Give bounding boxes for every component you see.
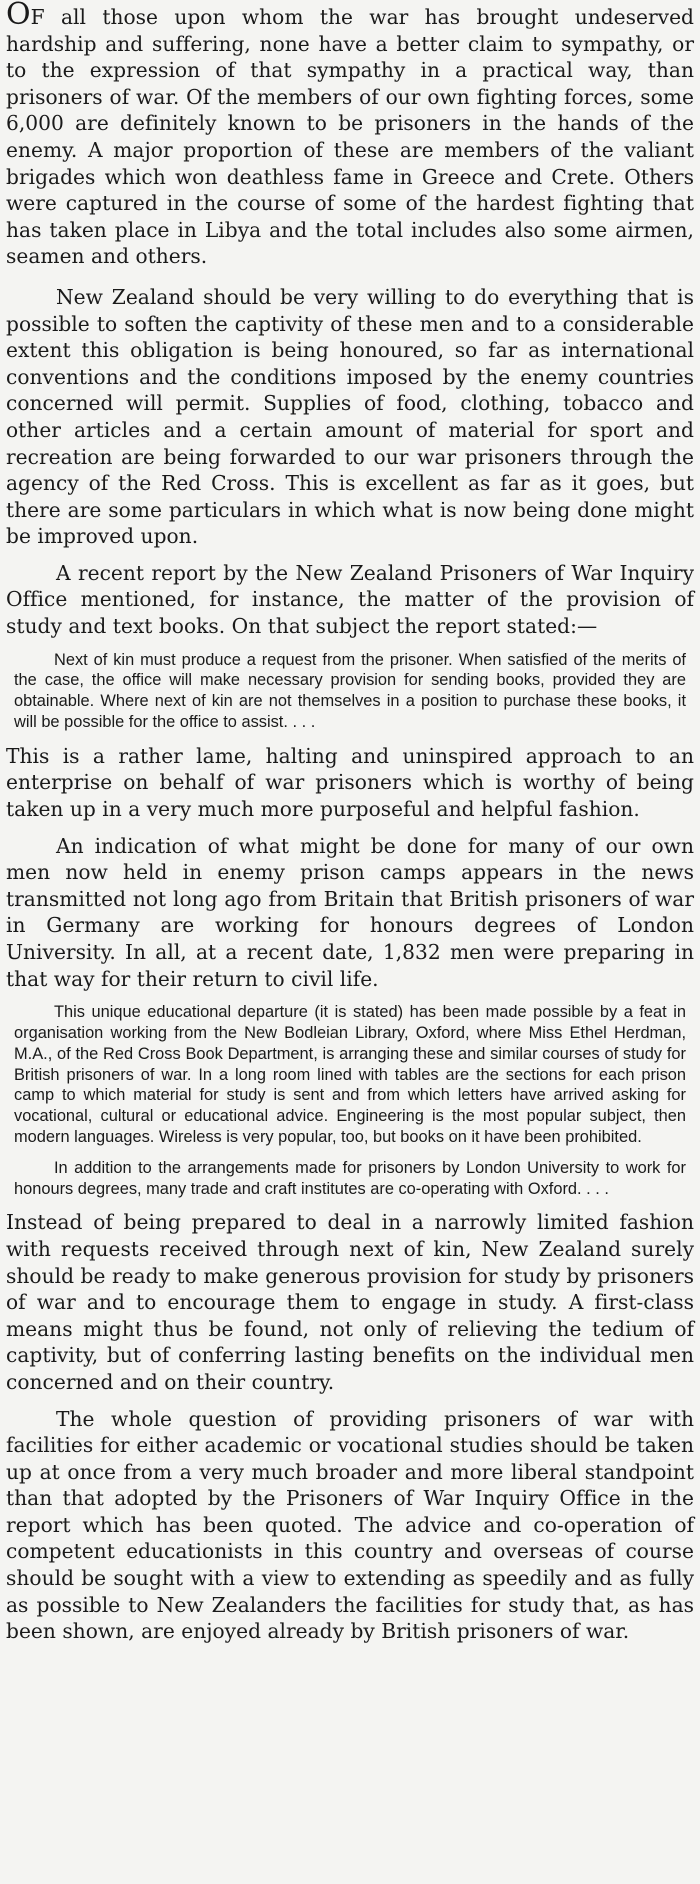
paragraph-1 [6, 0, 694, 270]
quotation-1: Next of kin must produce a request from the prisoner. When satisfied of the merits of the case, the office will make necessary provision for sending books, provided they are obtainable. Where next of kin are not themselves in a position to purchase these books, it will be possible for the office to assist. . . . [14, 650, 686, 732]
paragraph-6: Instead of being prepared to deal in a narrowly limited fashion with requests received through next of kin, New Zealand surely should be ready to make generous provision for study by prisoners of war and to encourage them to engage in study. A first-class means might thus be found, not only of relieving the tedium of captivity, but of conferring lasting benefits on the individual men concerned and on their country. [6, 1210, 694, 1394]
quotation-2: This unique educational departure (it is stated) has been made possible by a feat in organisation working from the New Bodleian Library, Oxford, where Miss Ethel Herdman, M.A., of the Red Cross Book Department, is arranging these and similar courses of study for British prisoners of war. In a long room lined with tables are the sections for each prison camp to which material for study is sent and from which letters have arrived asking for vocational, cultural or educational advice. Engineering is the most popular subject, then modern languages. Wireless is very popular, too, but books on it have been prohibited. [14, 1003, 686, 1146]
paragraph-1-text: F all those upon whom the war has brought undeserved hardship and suffering, none have a better claim to sympathy, or to the expression of that sympathy in a practical way, than prisoners of war. Of the members of our own fighting forces, some 6,000 are definitely known to be prisoners in the hands of the enemy. A major proportion of these are members of the valiant brigades which won deathless fame in Greece and Crete. Others were captured in the course of some of the hardest fighting that has taken place in Libya and the total includes also some airmen, seamen and others. [6, 5, 694, 269]
paragraph-7: The whole question of providing prisoners of war with facilities for either academic or vocational studies should be taken up at once from a very much broader and more liberal standpoint than that adopted by the Prisoners of War Inquiry Office in the report which has been quoted. The advice and co-operation of competent educationists in this country and overseas of course should be sought with a view to extending as speedily and as fully as possible to New Zealanders the facilities for study that, as has been shown, are enjoyed already by British prisoners of war. [6, 1406, 694, 1644]
paragraph-5: An indication of what might be done for many of our own men now held in enemy prison camps appears in the news transmitted not long ago from Britain that British prisoners of war in Germany are working for honours degrees of London University. In all, at a recent date, 1,832 men were preparing in that way for their return to civil life. [6, 833, 694, 991]
drop-cap: O [6, 0, 31, 32]
paragraph-4: This is a rather lame, halting and uninspired approach to an enterprise on behalf of war prisoners which is worthy of being taken up in a very much more purposeful and helpful fashion. [6, 743, 694, 822]
quotation-3: In addition to the arrangements made for prisoners by London University to work for honours degrees, many trade and craft institutes are co-operating with Oxford. . . . [14, 1158, 686, 1198]
paragraph-2: New Zealand should be very willing to do everything that is possible to soften the captivity of these men and to a considerable extent this obligation is being honoured, so far as international conventions and the conditions imposed by the enemy countries concerned will permit. Supplies of food, clothing, tobacco and other articles and a certain amount of material for sport and recreation are being forwarded to our war prisoners through the agency of the Red Cross. This is excellent as far as it goes, but there are some particulars in which what is now being done might be improved upon. [6, 284, 694, 549]
paragraph-3: A recent report by the New Zealand Prisoners of War Inquiry Office mentioned, for instance, the matter of the provision of study and text books. On that subject the report stated:— [6, 560, 694, 639]
